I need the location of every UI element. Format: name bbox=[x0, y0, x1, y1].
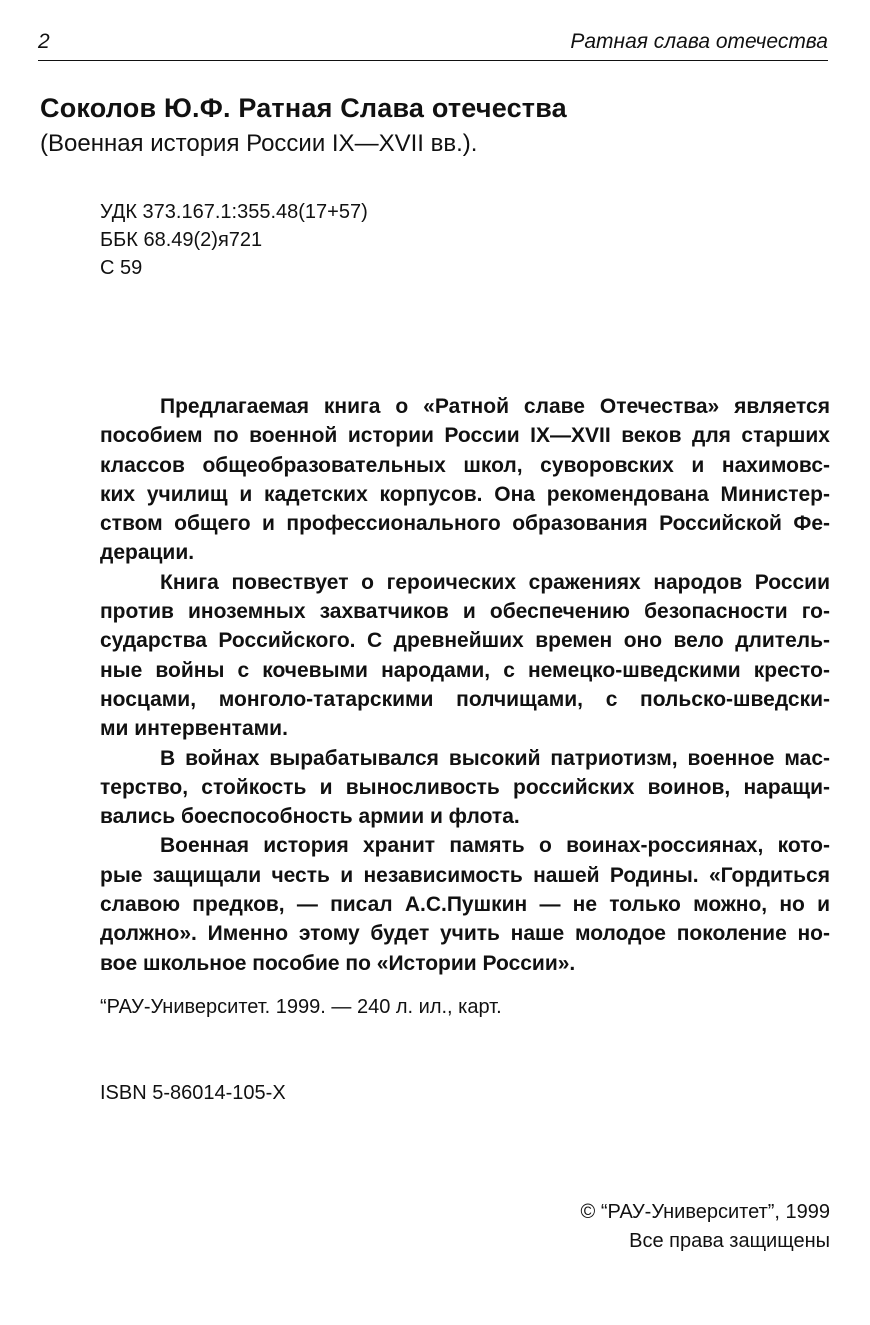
isbn: ISBN 5-86014-105-X bbox=[100, 1082, 286, 1104]
abstract-line: рые защищали честь и независимость нашей Родины. «Гордиться bbox=[100, 863, 830, 887]
abstract-line: классов общеобразовательных школ, суворовских и нахимовс- bbox=[100, 453, 830, 477]
page-number: 2 bbox=[38, 30, 50, 53]
abstract-line: Предлагаемая книга о «Ратной славе Отечества» является bbox=[160, 395, 830, 418]
abstract-line: терство, стойкость и выносливость российских воинов, наращи- bbox=[100, 775, 830, 799]
rights-reserved: Все права защищены bbox=[629, 1230, 830, 1252]
copyright-block bbox=[581, 1198, 830, 1256]
classification-codes bbox=[100, 198, 368, 282]
udk-code: УДК 373.167.1:355.48(17+57) bbox=[100, 201, 368, 223]
abstract-line: вались боеспособность армии и флота. bbox=[100, 805, 520, 829]
copyright-notice: © “РАУ-Университет”, 1999 bbox=[580, 1201, 830, 1223]
abstract-line: пособием по военной истории России IX—XVII веков для старших bbox=[100, 424, 830, 448]
book-subtitle: (Военная история России IX—XVII вв.). bbox=[40, 130, 478, 157]
abstract-line: Книга повествует о героических сражениях народов России bbox=[160, 570, 830, 594]
abstract-line: носцами, монголо-татарскими полчищами, с польско-шведски- bbox=[100, 687, 830, 711]
author-mark: С 59 bbox=[100, 257, 143, 279]
abstract-paragraph bbox=[40, 568, 830, 744]
abstract-line: дерации. bbox=[100, 541, 195, 565]
abstract-paragraph bbox=[40, 392, 830, 568]
abstract-line: В войнах вырабатывался высокий патриотизм, военное мас- bbox=[160, 746, 830, 770]
bbk-code: ББК 68.49(2)я721 bbox=[100, 229, 263, 251]
abstract-line: вое школьное пособие по «Истории России». bbox=[100, 951, 576, 975]
abstract-line: Военная история хранит память о воинах-россиянах, кото- bbox=[160, 834, 830, 858]
abstract-line: сударства Российского. С древнейших времен оно вело длитель- bbox=[100, 629, 830, 653]
bibliographic-citation: “РАУ-Университет. 1999. — 240 л. ил., карт. bbox=[100, 996, 502, 1018]
abstract-line: против иноземных захватчиков и обеспечению безопасности го- bbox=[100, 600, 830, 624]
book-title: Соколов Ю.Ф. Ратная Слава отечества bbox=[40, 93, 567, 123]
abstract-line: ких училищ и кадетских корпусов. Она рекомендована Министер- bbox=[100, 482, 830, 506]
abstract bbox=[40, 392, 830, 978]
abstract-line: ством общего и профессионального образования Российской Фе- bbox=[100, 512, 830, 536]
running-header bbox=[38, 30, 828, 61]
abstract-line: ми интервентами. bbox=[100, 717, 288, 741]
running-title: Ратная слава отечества bbox=[570, 30, 828, 53]
abstract-paragraph bbox=[40, 744, 830, 832]
abstract-line: славою предков, — писал А.С.Пушкин — не только можно, но и bbox=[100, 893, 830, 917]
abstract-line: ные войны с кочевыми народами, с немецко-шведскими кресто- bbox=[100, 658, 830, 682]
abstract-line: должно». Именно этому будет учить наше молодое поколение но- bbox=[100, 922, 830, 946]
abstract-paragraph bbox=[40, 831, 830, 977]
